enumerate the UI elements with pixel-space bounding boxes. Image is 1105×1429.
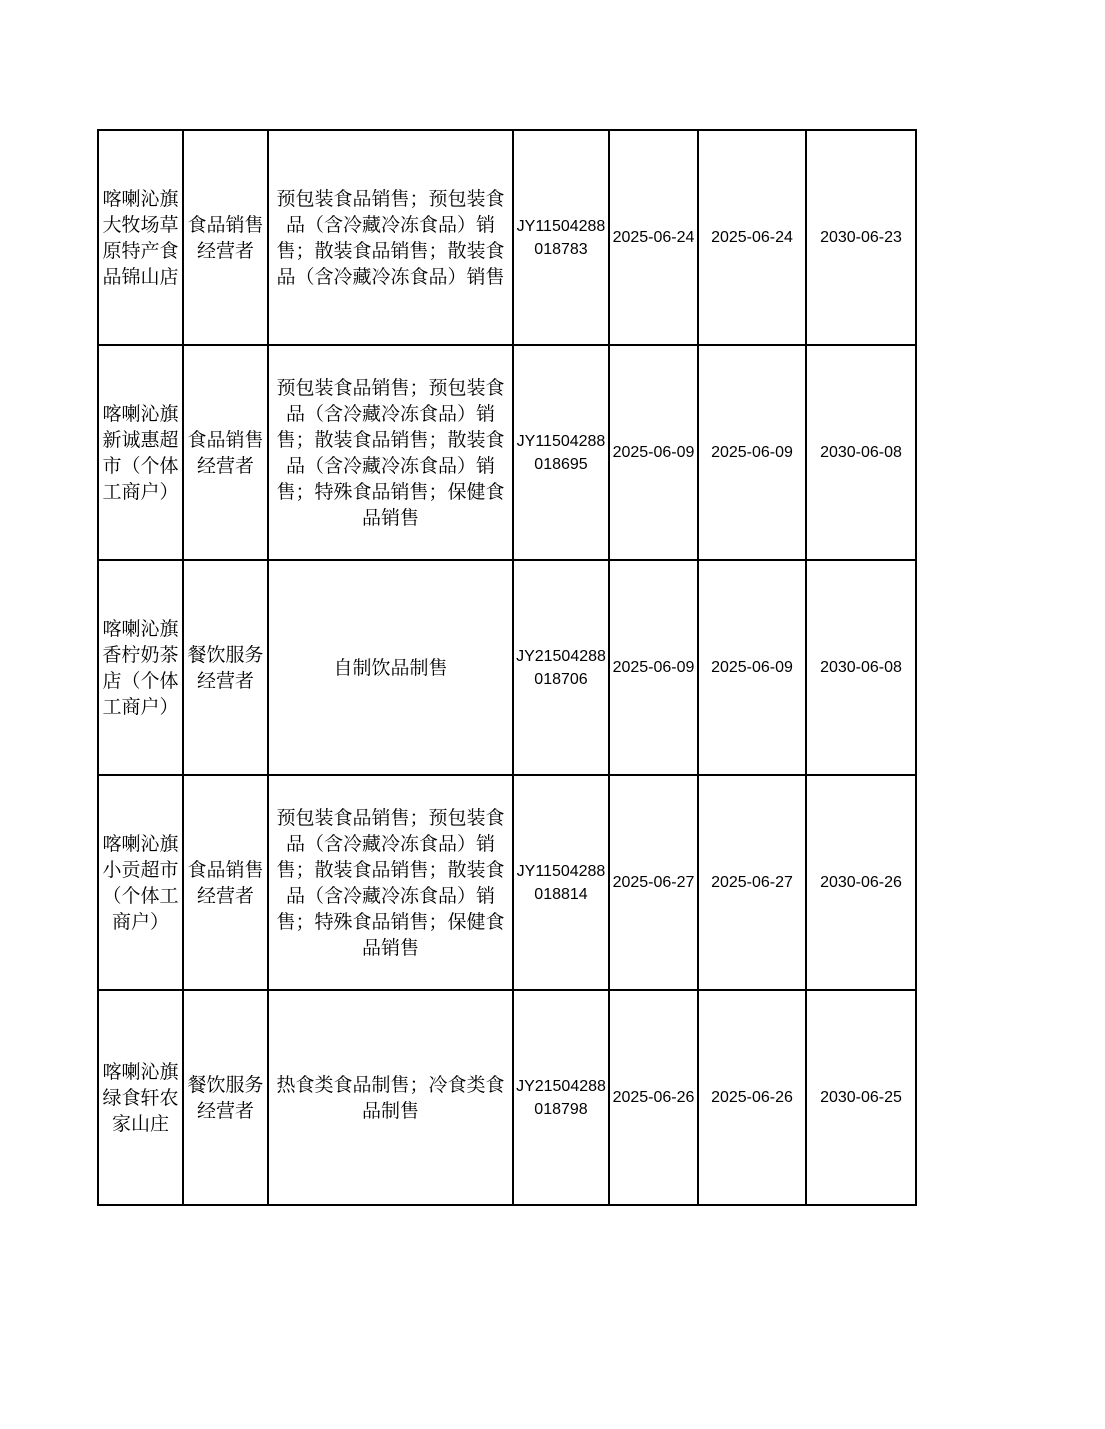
issue-date-cell: 2025-06-27 <box>609 775 698 990</box>
valid-to-cell: 2030-06-26 <box>806 775 916 990</box>
issue-date-cell: 2025-06-24 <box>609 130 698 345</box>
license-number-cell: JY11504288018695 <box>513 345 609 560</box>
business-type-cell: 餐饮服务经营者 <box>183 990 268 1205</box>
business-scope-cell: 热食类食品制售；冷食类食品制售 <box>268 990 513 1205</box>
valid-to-cell: 2030-06-08 <box>806 345 916 560</box>
table-row <box>98 775 916 990</box>
issue-date-cell: 2025-06-09 <box>609 345 698 560</box>
table-row <box>98 130 916 345</box>
license-table <box>97 129 917 1206</box>
license-number-cell: JY11504288018814 <box>513 775 609 990</box>
issue-date-cell: 2025-06-09 <box>609 560 698 775</box>
business-scope-cell: 自制饮品制售 <box>268 560 513 775</box>
table-row <box>98 990 916 1205</box>
license-number-cell: JY21504288018706 <box>513 560 609 775</box>
business-type-cell: 食品销售经营者 <box>183 345 268 560</box>
table-row <box>98 345 916 560</box>
valid-to-cell: 2030-06-08 <box>806 560 916 775</box>
valid-from-cell: 2025-06-27 <box>698 775 806 990</box>
business-scope-cell: 预包装食品销售；预包装食品（含冷藏冷冻食品）销售；散装食品销售；散装食品（含冷藏冷冻食品）销售；特殊食品销售；保健食品销售 <box>268 345 513 560</box>
table-row <box>98 560 916 775</box>
valid-from-cell: 2025-06-09 <box>698 560 806 775</box>
license-number-cell: JY11504288018783 <box>513 130 609 345</box>
table-body <box>98 130 916 1205</box>
business-type-cell: 食品销售经营者 <box>183 775 268 990</box>
business-name-cell: 喀喇沁旗新诚惠超市（个体工商户） <box>98 345 183 560</box>
business-name-cell: 喀喇沁旗小贡超市（个体工商户） <box>98 775 183 990</box>
license-number-cell: JY21504288018798 <box>513 990 609 1205</box>
valid-from-cell: 2025-06-26 <box>698 990 806 1205</box>
valid-from-cell: 2025-06-09 <box>698 345 806 560</box>
issue-date-cell: 2025-06-26 <box>609 990 698 1205</box>
business-name-cell: 喀喇沁旗大牧场草原特产食品锦山店 <box>98 130 183 345</box>
business-name-cell: 喀喇沁旗绿食轩农家山庄 <box>98 990 183 1205</box>
business-type-cell: 餐饮服务经营者 <box>183 560 268 775</box>
valid-from-cell: 2025-06-24 <box>698 130 806 345</box>
business-type-cell: 食品销售经营者 <box>183 130 268 345</box>
valid-to-cell: 2030-06-23 <box>806 130 916 345</box>
business-scope-cell: 预包装食品销售；预包装食品（含冷藏冷冻食品）销售；散装食品销售；散装食品（含冷藏冷冻食品）销售；特殊食品销售；保健食品销售 <box>268 775 513 990</box>
business-name-cell: 喀喇沁旗香柠奶茶店（个体工商户） <box>98 560 183 775</box>
valid-to-cell: 2030-06-25 <box>806 990 916 1205</box>
business-scope-cell: 预包装食品销售；预包装食品（含冷藏冷冻食品）销售；散装食品销售；散装食品（含冷藏冷冻食品）销售 <box>268 130 513 345</box>
